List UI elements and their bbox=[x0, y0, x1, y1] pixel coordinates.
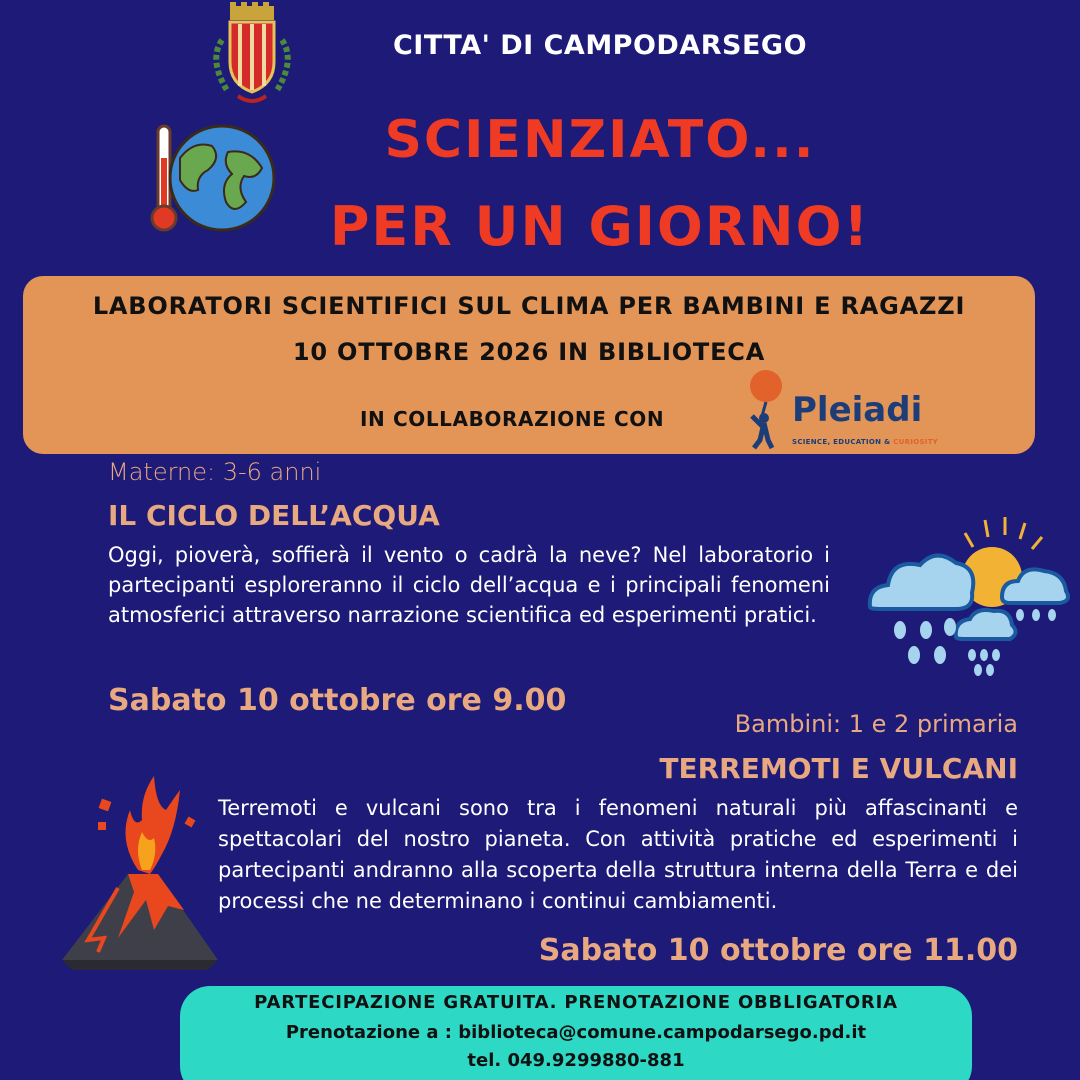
section-1-date: Sabato 10 ottobre ore 9.00 bbox=[108, 683, 567, 718]
footer-participation-note: PARTECIPAZIONE GRATUITA. PRENOTAZIONE OBBLIGATORIA bbox=[254, 992, 898, 1013]
footer-booking-email[interactable]: Prenotazione a : biblioteca@comune.campodarsego.pd.it bbox=[285, 1022, 867, 1043]
partner-tagline-a: SCIENCE, EDUCATION & bbox=[792, 438, 894, 446]
section-2-title: TERREMOTI E VULCANI bbox=[659, 752, 1018, 785]
page-title-line-1: SCIENZIATO... bbox=[384, 110, 816, 170]
page-title-line-2: PER UN GIORNO! bbox=[329, 195, 871, 258]
section-1-description: Oggi, pioverà, soffierà il vento o cadrà la neve? Nel laboratorio i partecipanti esploreranno il ciclo dell’acqua e i principali fenomeni atmosferici attraverso narrazione scientifica ed esperimenti pratici. bbox=[108, 543, 830, 627]
section-1-title: IL CICLO DELL’ACQUA bbox=[108, 499, 440, 532]
info-box-date: 10 OTTOBRE 2026 IN BIBLIOTECA bbox=[292, 338, 766, 366]
partner-name: Pleiadi bbox=[792, 390, 923, 430]
section-1-audience: Materne: 3-6 anni bbox=[108, 458, 322, 486]
volcano-icon bbox=[58, 770, 223, 975]
section-2-audience: Bambini: 1 e 2 primaria bbox=[734, 710, 1018, 738]
section-2-description: Terremoti e vulcani sono tra i fenomeni naturali più affascinanti e spettacolari del nostro pianeta. Con attività pratiche ed esperimenti i partecipanti andranno alla scoperta della struttura interna della Terra e dei processi che ne determinano i continui cambiamenti. bbox=[218, 796, 1018, 913]
partner-tagline bbox=[792, 438, 938, 446]
weather-clouds-icon bbox=[860, 515, 1075, 680]
city-name: CITTA' DI CAMPODARSEGO bbox=[392, 30, 808, 61]
partner-tagline-b: CURIOSITY bbox=[893, 438, 939, 446]
footer-phone[interactable]: tel. 049.9299880-881 bbox=[467, 1050, 685, 1071]
section-2-date: Sabato 10 ottobre ore 11.00 bbox=[538, 933, 1018, 968]
collaboration-label: IN COLLABORAZIONE CON bbox=[360, 407, 665, 431]
info-box-subtitle: LABORATORI SCIENTIFICI SUL CLIMA PER BAMBINI E RAGAZZI bbox=[92, 292, 966, 320]
